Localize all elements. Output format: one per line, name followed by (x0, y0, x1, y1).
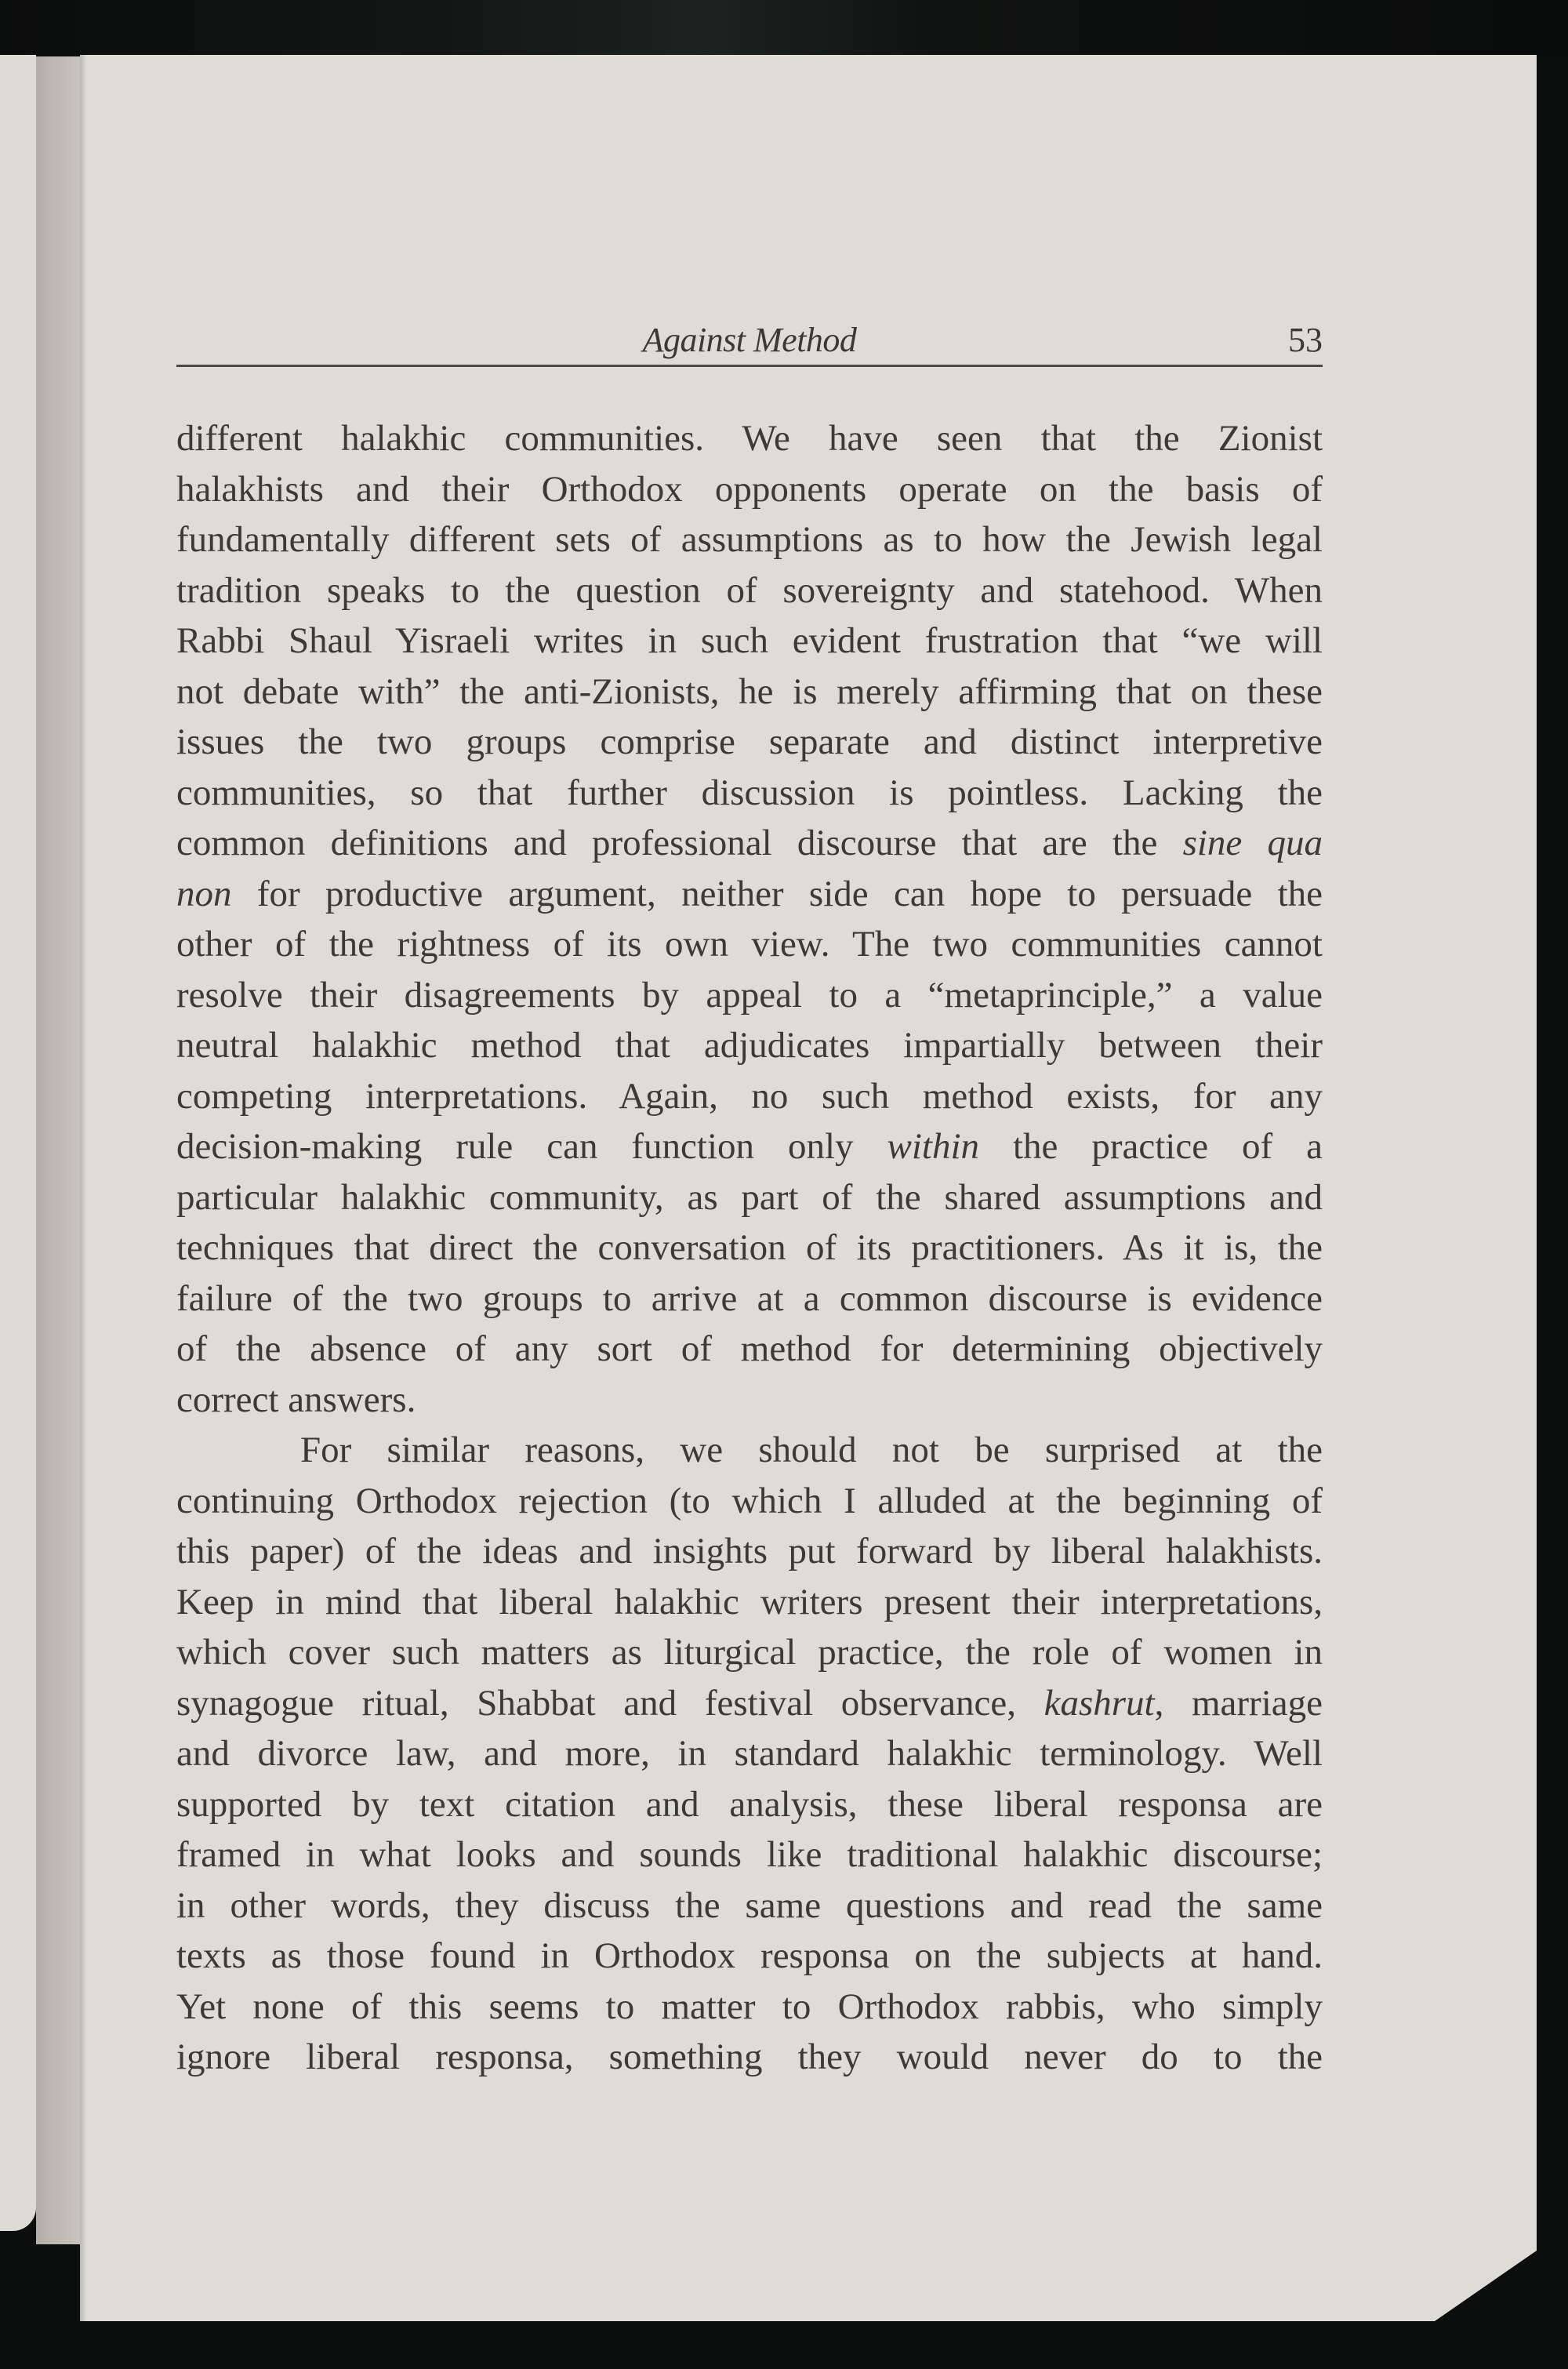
previous-page-edge (0, 55, 36, 2231)
text-line (176, 818, 1323, 869)
text-run: framed in what looks and sounds like traditional halakhic discourse; (176, 1834, 1323, 1875)
text-run: this paper) of the ideas and insights put forward by liberal halakhists. (176, 1531, 1323, 1571)
text-run: and divorce law, and more, in standard halakhic terminology. Well (176, 1733, 1323, 1774)
text-line (176, 1931, 1323, 1982)
text-line (176, 768, 1323, 819)
page-gutter (36, 56, 80, 2244)
text-run: For similar reasons, we should not be surprised at the (300, 1430, 1323, 1470)
italic-term: sine qua (1182, 823, 1323, 863)
text-run: tradition speaks to the question of sovereignty and statehood. When (176, 569, 1323, 611)
text-line (176, 667, 1323, 718)
text-run: continuing Orthodox rejection (to which I alluded at the beginning of (176, 1480, 1323, 1521)
text-run: not debate with” the anti-Zionists, he is merely affirming that on these (176, 670, 1323, 712)
text-run: resolve their disagreements by appeal to a “metaprinciple,” a value (176, 974, 1323, 1016)
text-line (176, 2032, 1323, 2083)
text-line (176, 514, 1323, 565)
text-line (176, 464, 1323, 515)
text-run: Yet none of this seems to matter to Orthodox rabbis, who simply (176, 1986, 1323, 2027)
running-head (176, 320, 1323, 367)
text-line (176, 919, 1323, 970)
scan-backdrop (0, 0, 1568, 56)
text-line (176, 1779, 1323, 1830)
text-line (176, 565, 1323, 616)
text-line (176, 1476, 1323, 1527)
text-run: Keep in mind that liberal halakhic writers present their interpretations, (176, 1581, 1323, 1622)
text-run: in other words, they discuss the same questions and read the same (176, 1884, 1323, 1926)
text-line (176, 1274, 1323, 1324)
text-line (176, 1526, 1323, 1577)
text-run: supported by text citation and analysis, these liberal responsa are (176, 1783, 1323, 1825)
text-run: issues the two groups comprise separate and distinct interpretive (176, 721, 1323, 762)
text-line (176, 1324, 1323, 1375)
paragraph (176, 1425, 1323, 2083)
text-line (176, 616, 1323, 667)
text-line (176, 1829, 1323, 1880)
text-line (176, 1172, 1323, 1223)
text-run: Rabbi Shaul Yisraeli writes in such evident frustration that “we will (176, 620, 1323, 661)
body-text (176, 413, 1323, 2083)
italic-term: kashrut (1044, 1682, 1155, 1724)
text-line (176, 1071, 1323, 1122)
text-run: common definitions and professional discourse that are the (176, 823, 1183, 863)
text-run: of the absence of any sort of method for determining objectively (176, 1328, 1323, 1369)
text-line (176, 1678, 1323, 1729)
page-number: 53 (1288, 321, 1323, 359)
text-run: fundamentally different sets of assumptions as to how the Jewish legal (176, 519, 1323, 560)
text-run: decision-making rule can function only (176, 1126, 887, 1167)
text-run: competing interpretations. Again, no such method exists, for any (176, 1075, 1323, 1117)
text-run: halakhists and their Orthodox opponents operate on the basis of (176, 468, 1323, 510)
paragraph (176, 413, 1323, 1425)
text-line (176, 1020, 1323, 1071)
page-gutter-shadow (80, 55, 86, 2321)
text-run: for productive argument, neither side can hope to persuade the (231, 873, 1323, 914)
running-head-title: Against Method (642, 321, 857, 359)
text-line (176, 1577, 1323, 1628)
text-line (176, 413, 1323, 464)
header-rule (176, 365, 1323, 367)
text-line (176, 1728, 1323, 1779)
text-run: failure of the two groups to arrive at a common discourse is evidence (176, 1277, 1323, 1319)
text-run: communities, so that further discussion is pointless. Lacking the (176, 772, 1323, 813)
text-run: ignore liberal responsa, something they would never do to the (176, 2037, 1323, 2077)
text-run: the practice of a (979, 1126, 1323, 1167)
text-line (176, 1425, 1323, 1476)
italic-term: non (176, 873, 232, 914)
text-line (176, 869, 1323, 920)
text-run: techniques that direct the conversation of its practitioners. As it is, the (176, 1227, 1323, 1268)
text-run: texts as those found in Orthodox responsa on the subjects at hand. (176, 1935, 1323, 1976)
text-line (176, 970, 1323, 1021)
text-run: synagogue ritual, Shabbat and festival observance, (176, 1682, 1044, 1724)
text-run: particular halakhic community, as part of the shared assumptions and (176, 1176, 1323, 1218)
text-line (176, 1223, 1323, 1274)
text-run: neutral halakhic method that adjudicates impartially between their (176, 1025, 1323, 1066)
text-line (176, 1880, 1323, 1931)
text-line (176, 1627, 1323, 1678)
text-run: other of the rightness of its own view. The two communities cannot (176, 924, 1323, 965)
text-line (176, 1375, 1323, 1426)
italic-term: within (887, 1126, 980, 1167)
text-line (176, 1982, 1323, 2033)
text-run: different halakhic communities. We have seen that the Zionist (176, 418, 1323, 459)
text-run: which cover such matters as liturgical practice, the role of women in (176, 1632, 1323, 1673)
text-run: correct answers. (176, 1379, 416, 1420)
text-line (176, 717, 1323, 768)
text-line (176, 1121, 1323, 1172)
text-run: , marriage (1154, 1682, 1323, 1724)
